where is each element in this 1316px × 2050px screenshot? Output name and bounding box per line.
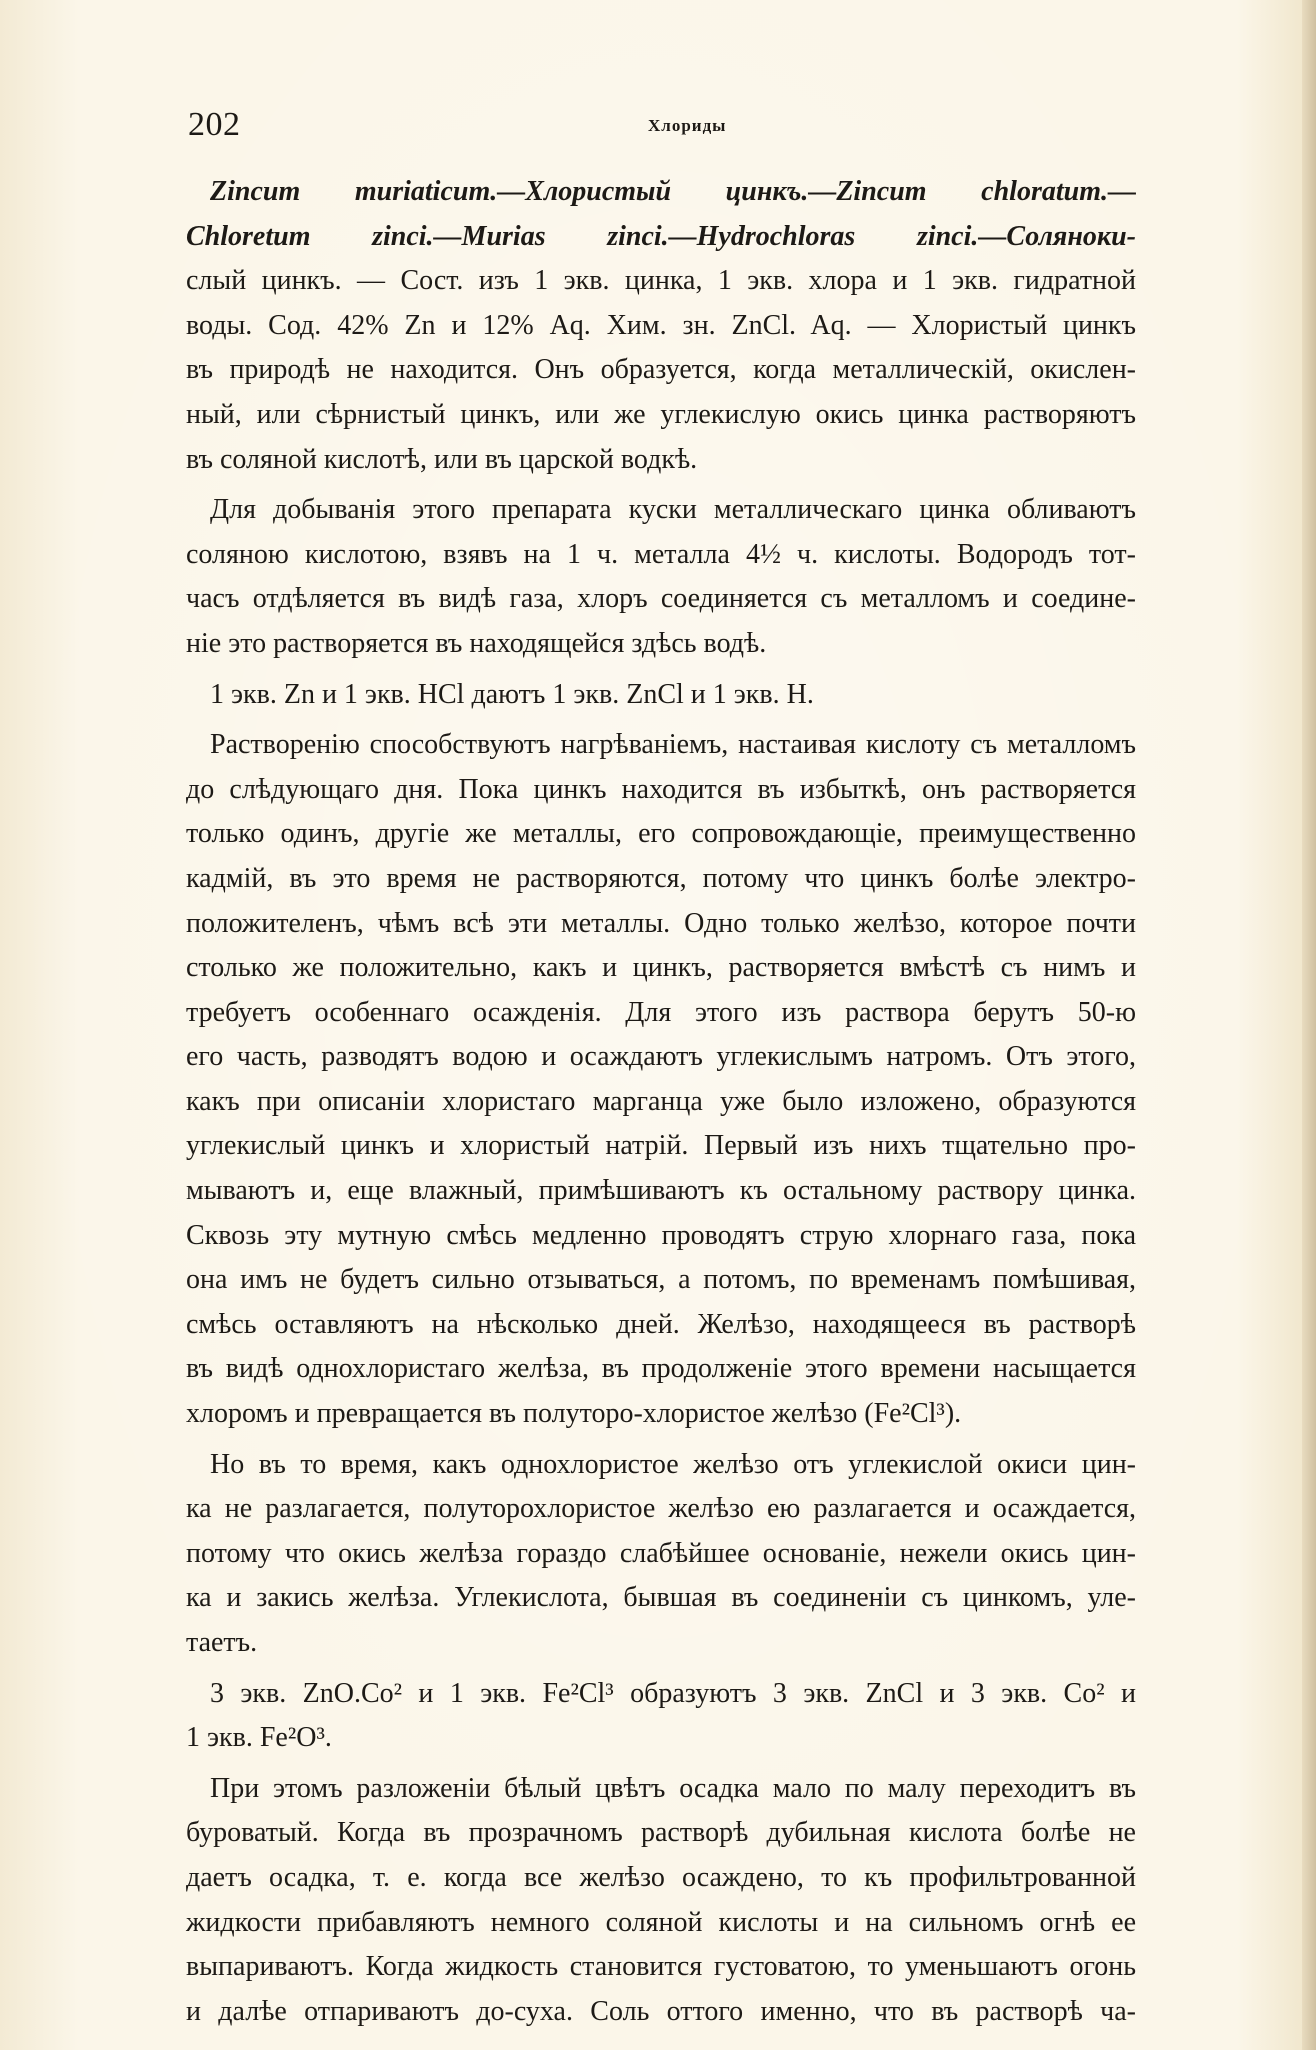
text-line: таетъ. xyxy=(186,1627,258,1658)
text-line: соляною кислотою, взявъ на 1 ч. металла 4½ ч. кислоты. Водородъ тот- xyxy=(186,538,1136,570)
text-line: въ соляной кислотѣ, или въ царской водкѣ. xyxy=(186,443,698,475)
text-line: Сквозь эту мутную смѣсь медленно проводятъ струю хлорнаго газа, пока xyxy=(186,1219,1136,1251)
text-line: хлоромъ и превращается въ полуторо-хлористое желѣзо (Fe²Cl³). xyxy=(186,1398,962,1430)
text-line: слый цинкъ. — Сост. изъ 1 экв. цинка, 1 экв. хлора и 1 экв. гидратной xyxy=(186,265,1136,297)
running-head: Хлориды xyxy=(648,116,727,135)
text-line: жидкости прибавляютъ немного соляной кислоты и на сильномъ огнѣ ее xyxy=(186,1906,1136,1938)
text-line: Растворенію способствуютъ нагрѣваніемъ, настаивая кислоту съ металломъ xyxy=(210,729,1136,761)
text-line: ка не разлагается, полуторохлористое желѣзо ею разлагается и осаждается, xyxy=(186,1493,1136,1525)
text-line: воды. Сод. 42% Zn и 12% Aq. Хим. зн. ZnCl. Aq. — Хлористый цинкъ xyxy=(186,309,1136,341)
text-line: кадмій, въ это время не растворяются, потому что цинкъ болѣе электро- xyxy=(186,862,1136,894)
text-line: даетъ осадка, т. е. когда все желѣзо осаждено, то къ профильтрованной xyxy=(186,1861,1136,1893)
text-line: Zincum muriaticum.—Хлористый цинкъ.—Zincum chloratum.— xyxy=(210,176,1136,207)
text-line: смѣсь оставляютъ на нѣсколько дней. Желѣзо, находящееся въ растворѣ xyxy=(186,1308,1136,1340)
text-line: до слѣдующаго дня. Пока цинкъ находится въ избыткѣ, онъ растворяется xyxy=(186,773,1136,805)
text-line: ка и закись желѣза. Углекислота, бывшая въ соединеніи съ цинкомъ, уле- xyxy=(186,1582,1136,1614)
text-line: требуетъ особеннаго осажденія. Для этого изъ раствора берутъ 50-ю xyxy=(186,996,1136,1028)
text-line: Но въ то время, какъ однохлористое желѣзо отъ углекислой окиси цин- xyxy=(210,1448,1136,1480)
text-line: Для добыванія этого препарата куски металлическаго цинка обливаютъ xyxy=(210,494,1136,526)
text-line: ніе это растворяется въ находящейся здѣсь водѣ. xyxy=(186,627,767,659)
text-line: потому что окись желѣза гораздо слабѣйшее основаніе, нежели окись цин- xyxy=(186,1537,1136,1569)
text-line: и далѣе отпариваютъ до-суха. Соль оттого именно, что въ растворѣ ча- xyxy=(186,1995,1136,2027)
text-line: какъ при описаніи хлористаго марганца уже было изложено, образуются xyxy=(186,1085,1136,1117)
text-line: 3 экв. ZnO.Co² и 1 экв. Fe²Cl³ образуютъ 3 экв. ZnCl и 3 экв. Co² и xyxy=(210,1677,1136,1709)
text-line: 1 экв. Fe²O³. xyxy=(186,1722,332,1754)
text-line: она имъ не будетъ сильно отзываться, а потомъ, по временамъ помѣшивая, xyxy=(186,1264,1136,1296)
text-line: ный, или сѣрнистый цинкъ, или же углекислую окись цинка растворяютъ xyxy=(186,398,1136,430)
text-line: мываютъ и, еще влажный, примѣшиваютъ къ остальному раствору цинка. xyxy=(186,1175,1136,1207)
text-line: выпариваютъ. Когда жидкость становится густоватою, то уменьшаютъ огонь xyxy=(186,1951,1136,1983)
text-line: въ природѣ не находится. Онъ образуется, когда металлическій, окислен- xyxy=(186,354,1136,386)
page-number: 202 xyxy=(188,106,241,143)
text-line: положителенъ, чѣмъ всѣ эти металлы. Одно только желѣзо, которое почти xyxy=(186,907,1136,939)
page-edge xyxy=(1302,0,1316,2050)
text-line: Chloretum zinci.—Murias zinci.—Hydrochloras zinci.—Солянoки- xyxy=(186,220,1136,252)
body-text xyxy=(186,170,1136,2034)
text-line: буроватый. Когда въ прозрачномъ растворѣ дубильная кислота болѣе не xyxy=(186,1817,1136,1849)
text-line: только одинъ, другіе же металлы, его сопровождающіе, преимущественно xyxy=(186,818,1136,850)
page-header xyxy=(188,100,1128,150)
text-line: часъ отдѣляется въ видѣ газа, хлоръ соединяется съ металломъ и соедине- xyxy=(186,583,1136,615)
text-line: его часть, разводятъ водою и осаждаютъ углекислымъ натромъ. Отъ этого, xyxy=(186,1041,1136,1073)
text-line: углекислый цинкъ и хлористый натрій. Первый изъ нихъ тщательно про- xyxy=(186,1130,1136,1162)
text-line: При этомъ разложеніи бѣлый цвѣтъ осадка мало по малу переходитъ въ xyxy=(210,1772,1136,1804)
text-line: 1 экв. Zn и 1 экв. HCl даютъ 1 экв. ZnCl и 1 экв. H. xyxy=(210,678,814,710)
text-line: столько же положительно, какъ и цинкъ, растворяется вмѣстѣ съ нимъ и xyxy=(186,952,1136,984)
text-line: въ видѣ однохлористаго желѣза, въ продолженіе этого времени насыщается xyxy=(186,1353,1136,1385)
